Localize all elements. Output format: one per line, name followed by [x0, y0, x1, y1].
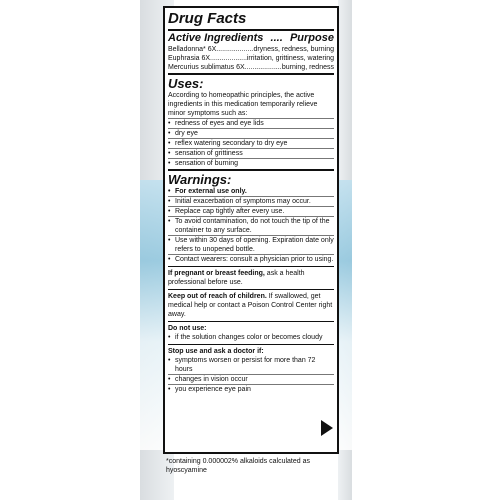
- do-not-use-title: Do not use:: [168, 325, 207, 332]
- stop-use-item: • changes in vision occur: [168, 375, 334, 384]
- continue-arrow-icon: [321, 420, 333, 436]
- alkaloid-footnote: *containing 0.000002% alkaloids calculated as hyoscyamine: [166, 458, 310, 474]
- ingredient-row: [168, 63, 334, 72]
- ingredient-row: [168, 54, 334, 63]
- warnings-item: • To avoid contamination, do not touch the tip of the container to any surface.: [168, 217, 334, 235]
- ingredient-purpose: dryness, redness, burning: [253, 46, 334, 53]
- leader-dots: [245, 63, 282, 72]
- stop-use-item: • symptoms worsen or persist for more than 72 hours: [168, 356, 334, 374]
- divider: [168, 289, 334, 290]
- purpose-label: Purpose: [289, 32, 334, 44]
- pregnancy-warning: [168, 269, 334, 287]
- pregnancy-warning-bold: If pregnant or breast feeding,: [168, 270, 265, 277]
- uses-item: • dry eye: [168, 129, 334, 138]
- keep-out-warning: [168, 292, 334, 319]
- ingredient-name: Euphrasia 6X: [168, 55, 211, 62]
- divider: [168, 73, 334, 75]
- leader-dots: [210, 54, 247, 63]
- active-ingredients-dots: ....: [270, 32, 283, 44]
- uses-title: Uses:: [168, 76, 204, 91]
- divider: [168, 344, 334, 345]
- stop-use-item: • you experience eye pain: [168, 385, 334, 394]
- uses-item: • sensation of burning: [168, 159, 334, 168]
- keep-out-text: If swallowed, get medical help or contact a Poison Control Center right away.: [168, 293, 333, 318]
- divider: [168, 266, 334, 267]
- active-ingredients-label: Active Ingredients: [168, 32, 264, 44]
- ingredient-name: Belladonna* 6X: [168, 46, 217, 53]
- keep-out-bold: Keep out of reach of children.: [168, 293, 267, 300]
- pregnancy-warning-text: ask a health professional before use.: [168, 270, 305, 286]
- warnings-item: • Replace cap tightly after every use.: [168, 207, 334, 216]
- stop-use-title: Stop use and ask a doctor if:: [168, 348, 264, 355]
- ingredient-purpose: irritation, grittiness, watering: [246, 55, 334, 62]
- divider: [168, 29, 334, 31]
- warnings-item: • Use within 30 days of opening. Expiration date only refers to unopened bottle.: [168, 236, 334, 254]
- warnings-title: Warnings:: [168, 172, 232, 187]
- ingredient-row: [168, 45, 334, 54]
- leader-dots: [216, 45, 253, 54]
- drug-facts-panel: [163, 6, 339, 454]
- uses-item: • reflex watering secondary to dry eye: [168, 139, 334, 148]
- warnings-item: • Contact wearers: consult a physician prior to using.: [168, 255, 334, 264]
- divider: [168, 169, 334, 171]
- drug-facts-title: Drug Facts: [168, 10, 247, 27]
- uses-intro: According to homeopathic principles, the active ingredients in this medication temporarily relieve minor symptoms such as:: [168, 92, 318, 117]
- divider: [168, 321, 334, 322]
- uses-item: • sensation of grittiness: [168, 149, 334, 158]
- ingredient-name: Mercurius sublimatus 6X: [168, 64, 245, 71]
- uses-item: • redness of eyes and eye lids: [168, 119, 334, 128]
- warnings-item: • Initial exacerbation of symptoms may occur.: [168, 197, 334, 206]
- ingredient-purpose: burning, redness: [281, 64, 334, 71]
- active-ingredients-heading: [168, 32, 334, 45]
- warnings-item: • For external use only.: [168, 187, 334, 196]
- do-not-use-item: • if the solution changes color or becomes cloudy: [168, 333, 334, 342]
